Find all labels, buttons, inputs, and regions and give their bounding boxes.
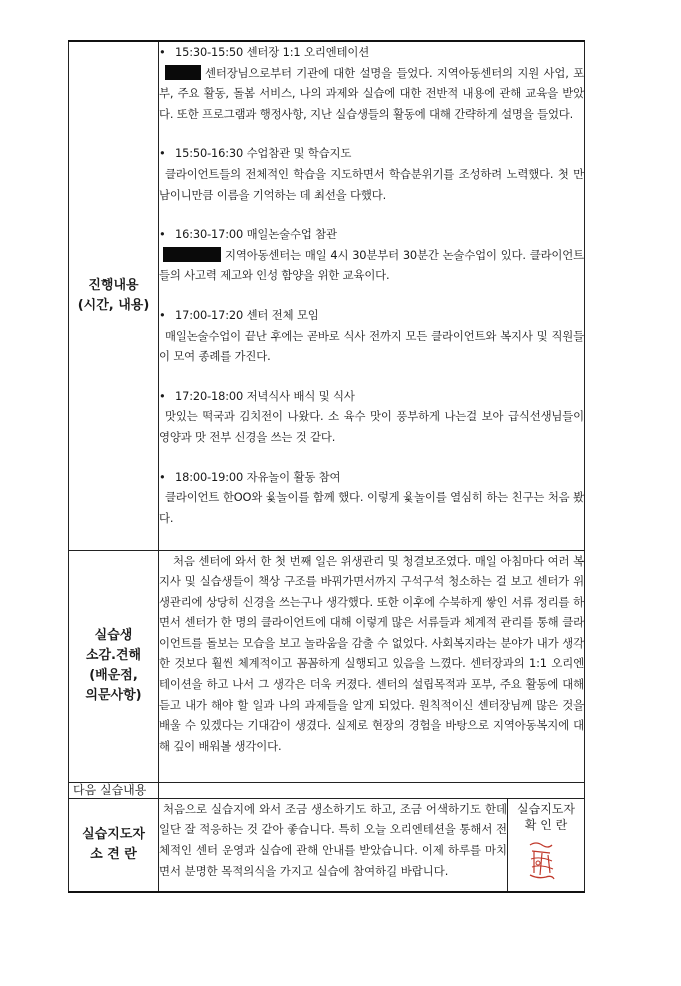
reflection-label-cell [69,550,159,782]
reflection-label: (배운점, [89,668,138,683]
reflection-row [69,550,585,782]
progress-content [159,41,585,550]
progress-label-cell [69,41,159,550]
confirm-label: 실습지도자 [517,801,575,816]
reflection-text: 처음 센터에 와서 한 첫 번째 일은 위생관리 및 청결보조였다. 매일 아침마다 여러 복지사 및 실습생들이 책상 구조를 바꿔가면서까지 구석구석 청소하는 걸 보고 센터가 위생관리에 상당히 신경을 쓰는구나 생각했다. 또한 이후에 수북하게 쌓인 서류 정리를 하면서 센터가 한 명의 클라이언트에 대해 이렇게 많은 서류들과 체계적 관리를 통해 클라이언트를 돌보는 모습을 보고 놀라움을 감출 수 없었다. 사회복지라는 분야가 내가 생각한 것보다 훨씬 체계적이고 꼼꼼하게 실행되고 있음을 느꼈다. 센터장과의 1:1 오리엔테이션을 하고 나서 그 생각은 더욱 커졌다. 센터의 설립목적과 포부, 주요 활동에 대해 듣고 내가 해야 할 일과 나의 과제들을 알게 되었다. 원칙적이신 센터장님께 많은 것을 배울 수 있겠다는 기대감이 생겼다. 실제로 현장의 경험을 바탕으로 지역아동복지에 대해 깊이 배워볼 생각이다. [159,550,585,782]
supervisor-comment: 처음으로 실습지에 와서 조금 생소하기도 하고, 조금 어색하기도 한데 일단 잘 적응하는 것 같아 좋습니다. 특히 오늘 오리엔테션을 통해서 전체적인 센터 운영과 실습에 관해 안내를 받았습니다. 이제 하루를 마치면서 분명한 목적의식을 가지고 실습에 참여하길 바랍니다. [159,798,508,892]
next-row [69,782,585,798]
supervisor-sublabel: 소 견 란 [90,846,137,862]
schedule-body: 클라이언트 한OO와 윷놀이를 함께 했다. 이렇게 윷놀이를 열심히 하는 친구는 처음 봤다. [159,490,584,525]
reflection-label: 의문사항) [85,688,142,703]
next-content [159,782,585,798]
schedule-item [159,224,584,286]
schedule-time-title: • 16:30-17:00 매일논술수업 참관 [159,224,584,245]
redaction-box [163,247,221,262]
schedule-item [159,143,584,205]
supervisor-row [69,798,585,892]
reflection-label: 실습생 [94,628,133,643]
practicum-log-form [68,40,584,892]
schedule-time-title: • 15:30-15:50 센터장 1:1 오리엔테이션 [159,42,584,63]
schedule-item [159,386,584,448]
schedule-item [159,305,584,367]
signature-stamp-icon [526,839,558,883]
schedule-body: 매일논술수업이 끝난 후에는 곧바로 식사 전까지 모든 클라이언트와 복지사 및 직원들이 모여 종례를 가진다. [159,328,584,364]
supervisor-label-cell [69,798,159,892]
confirm-sublabel: 확 인 란 [524,817,568,832]
progress-sublabel: (시간, 내용) [77,297,150,313]
schedule-body: 센터장님으로부터 기관에 대한 설명을 들었다. 지역아동센터의 지원 사업, 포부, 주요 활동, 돌봄 서비스, 나의 과제와 실습에 대한 전반적 내용에 관해 교육을 받았다. 또한 프로그램과 행정사항, 지난 실습생들의 활동에 대해 간략하게 설명을 들었다. [159,65,584,121]
progress-label: 진행내용 [88,277,139,293]
schedule-item [159,42,584,124]
log-table [68,40,585,893]
schedule-item [159,467,584,529]
schedule-time-title: • 18:00-19:00 자유놀이 활동 참여 [159,467,584,488]
schedule-time-title: • 15:50-16:30 수업참관 및 학습지도 [159,143,584,164]
supervisor-confirm-cell [508,798,585,892]
schedule-time-title: • 17:20-18:00 저녁식사 배식 및 식사 [159,386,584,407]
supervisor-label: 실습지도자 [82,826,145,842]
reflection-label: 소감.견해 [85,648,142,663]
schedule-time-title: • 17:00-17:20 센터 전체 모임 [159,305,584,326]
redaction-box [165,65,201,80]
schedule-body: 지역아동센터는 매일 4시 30분부터 30분간 논술수업이 있다. 클라이언트들의 사고력 제고와 인성 함양을 위한 교육이다. [159,247,584,283]
schedule-body: 맛있는 떡국과 김치전이 나왔다. 소 육수 맛이 풍부하게 나는걸 보아 급식선생님들이 영양과 맛 전부 신경을 쓰는 것 같다. [159,409,584,444]
next-label: 다음 실습내용 [69,782,159,798]
schedule-body: 클라이언트들의 전체적인 학습을 지도하면서 학습분위기를 조성하려 노력했다. 첫 만남이니만큼 이름을 기억하는 데 최선을 다했다. [159,166,584,202]
progress-row [69,41,585,550]
